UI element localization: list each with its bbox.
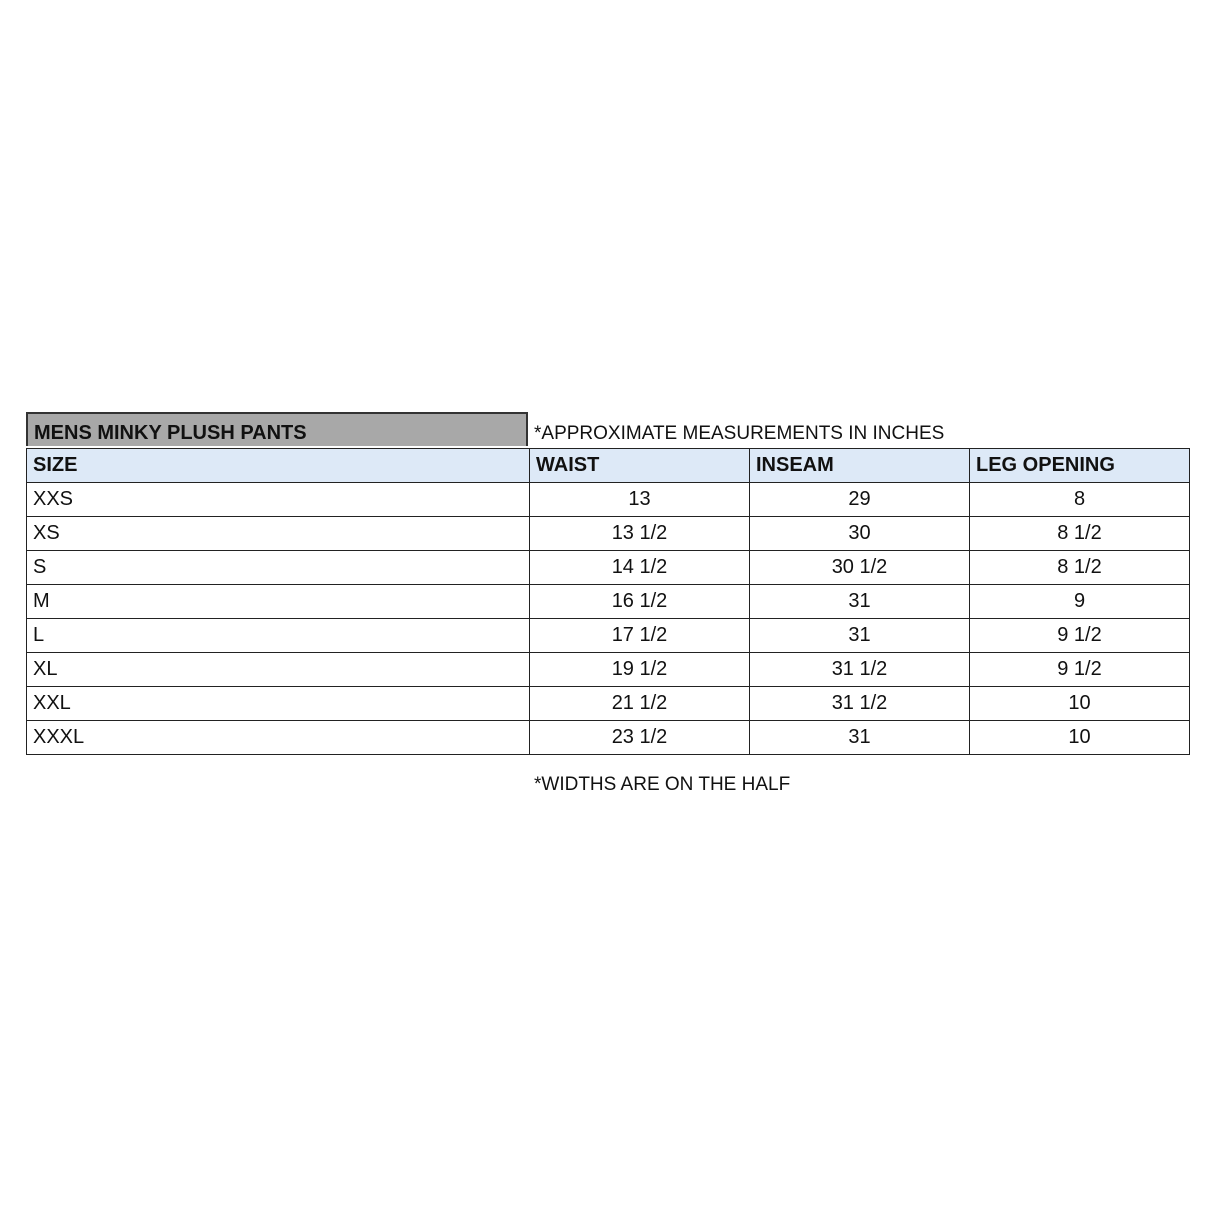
waist-cell: 13 [530,483,750,517]
column-header-waist: WAIST [530,449,750,483]
table-row [27,687,1190,721]
leg-opening-cell: 9 1/2 [970,653,1190,687]
table-row [27,483,1190,517]
leg-opening-cell: 9 [970,585,1190,619]
inseam-cell: 31 1/2 [750,653,970,687]
leg-opening-cell: 8 1/2 [970,517,1190,551]
unit-note: *APPROXIMATE MEASUREMENTS IN INCHES [534,423,945,444]
size-chart [26,412,1189,795]
leg-opening-cell: 9 1/2 [970,619,1190,653]
inseam-cell: 31 1/2 [750,687,970,721]
waist-cell: 14 1/2 [530,551,750,585]
leg-opening-cell: 10 [970,687,1190,721]
table-row [27,517,1190,551]
column-header-size: SIZE [27,449,530,483]
waist-cell: 17 1/2 [530,619,750,653]
header-row [27,449,1190,483]
waist-cell: 16 1/2 [530,585,750,619]
size-cell: XS [27,517,530,551]
waist-cell: 23 1/2 [530,721,750,755]
waist-cell: 21 1/2 [530,687,750,721]
product-title: MENS MINKY PLUSH PANTS [26,412,528,446]
inseam-cell: 30 1/2 [750,551,970,585]
table-row [27,585,1190,619]
table-row [27,619,1190,653]
footnote: *WIDTHS ARE ON THE HALF [534,774,791,795]
size-cell: M [27,585,530,619]
inseam-cell: 31 [750,585,970,619]
table-row [27,721,1190,755]
table-row [27,653,1190,687]
waist-cell: 13 1/2 [530,517,750,551]
inseam-cell: 31 [750,619,970,653]
leg-opening-cell: 10 [970,721,1190,755]
title-row [26,412,1189,448]
size-cell: XXL [27,687,530,721]
inseam-cell: 30 [750,517,970,551]
inseam-cell: 31 [750,721,970,755]
column-header-inseam: INSEAM [750,449,970,483]
inseam-cell: 29 [750,483,970,517]
table-row [27,551,1190,585]
size-cell: XL [27,653,530,687]
leg-opening-cell: 8 1/2 [970,551,1190,585]
size-cell: XXXL [27,721,530,755]
size-cell: L [27,619,530,653]
size-cell: XXS [27,483,530,517]
waist-cell: 19 1/2 [530,653,750,687]
leg-opening-cell: 8 [970,483,1190,517]
column-header-leg-opening: LEG OPENING [970,449,1190,483]
size-cell: S [27,551,530,585]
size-table [26,448,1190,755]
